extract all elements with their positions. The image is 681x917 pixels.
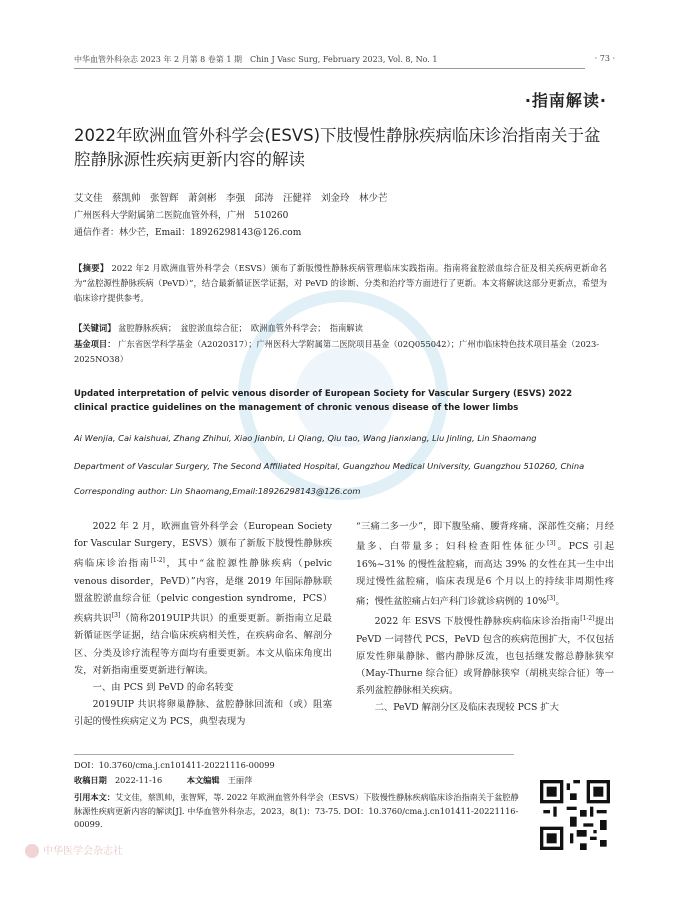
- keywords: [74, 322, 607, 334]
- english-title: Updated interpretation of pelvic venous disorder of European Society for Vascular Surgery (ESVS) 2022 clinical practice guidelines on the management of chronic venous disease of the lower limbs: [74, 389, 573, 413]
- english-corresponding: Corresponding author: Lin Shaomang,Email:18926298143@126.com: [74, 486, 361, 496]
- body-paragraph: 2022 年 ESVS 下肢慢性静脉疾病临床诊治指南[1-2]提出 PeVD 一词替代 PCS，PeVD 包含的疾病范围扩大，不仅包括原发性卵巢静脉、髂内静脉反流，也包括继发髂总静脉狭窄（May-Thurne 综合征）或肾静脉狭窄（胡桃夹综合征）等一系列盆腔静脉相关疾病。: [356, 615, 614, 697]
- body-paragraph: 2019UIP 共识将卵巢静脉、盆腔静脉回流和（或）阻塞引起的慢性疾病定义为 PCS，典型表现为: [74, 699, 332, 728]
- correspondence: 通信作者：林少芒，Email：18926298143@126.com: [74, 228, 302, 238]
- section-label: ·指南解读·: [524, 91, 607, 110]
- funding-text: 广东省医学科学基金（A2020317）；广州医科大学附属第二医院项目基金（02Q055042）；广州市临床特色技术项目基金（2023-2025NO38）: [74, 339, 600, 364]
- body-column-right: [356, 518, 614, 717]
- article-title: 2022年欧洲血管外科学会(ESVS)下肢慢性静脉疾病临床诊治指南关于盆腔静脉源性疾病更新内容的解读: [74, 126, 601, 169]
- keywords-label: 【关键词】: [74, 323, 116, 333]
- publisher-logo: 中华医学会杂志社: [25, 842, 123, 858]
- abstract-cn: [74, 261, 607, 306]
- funding-label: 基金项目：: [74, 339, 116, 349]
- body-paragraph: 2022 年 2 月，欧洲血管外科学会（European Society for Vascular Surgery，ESVS）颁布了新版下肢慢性静脉疾病临床诊治指南[1-2]，其中“盆腔源性静脉疾病（pelvic venous disorder，PeVD）”内容，是继 2019 年国际静脉联盟盆腔淤血综合征（pelvic congestion syndrome，PCS）疾病共识[3]（简称2019UIP共识）的重要更新。新指南立足最新循证医学证据，结合临床疾病相关性，在疾病命名、解剖分区、分类及诊疗流程等方面均有重要更新。本文从临床角度出发，对新指南重要更新进行解读。: [74, 521, 332, 676]
- publisher-seal-icon: [25, 844, 39, 858]
- affiliation: 广州医科大学附属第二医院血管外科，广州 510260: [74, 211, 289, 221]
- body-paragraph: “三痛二多一少”，即下腹坠痛、腰背疼痛、深部性交痛；月经量多、白带量多；妇科检查阳性体征少[3]。PCS 引起 16%~31% 的慢性盆腔痛，而高达 39% 的女性在其一生中出现过慢性盆腔痛，临床表现是6 个月以上的持续非周期性疼痛；慢性盆腔痛占妇产科门诊就诊病例的 10%[3]。: [356, 521, 614, 607]
- section-heading: 二、PeVD 解剖分区及临床表现较 PCS 扩大: [374, 702, 559, 714]
- journal-citation: 中华血管外科杂志 2023 年 2 月第 8 卷第 1 期 Chin J Vasc Surg, February 2023, Vol. 8, No. 1: [74, 55, 438, 64]
- english-department: Department of Vascular Surgery, The Second Affiliated Hospital, Guangzhou Medical University, Guangzhou 510260, China: [74, 461, 585, 471]
- abstract-text: 2022 年2 月欧洲血管外科学会（ESVS）颁布了新版慢性静脉疾病管理临床实践指南。指南将盆腔淤血综合征及相关疾病更新命名为“盆腔源性静脉疾病（PeVD）”，结合最新循证医学证据，对 PeVD 的诊断、分类和治疗等方面进行了更新。本文将解读这部分更新点，希望为临床诊疗提供参考。: [74, 263, 607, 303]
- qr-code: [540, 780, 610, 850]
- body-column-left: [74, 518, 332, 731]
- funding: [74, 337, 607, 367]
- running-header: [74, 54, 615, 69]
- english-authors: Ai Wenjia, Cai kaishuai, Zhang Zhihui, Xiao Jianbin, Li Qiang, Qiu tao, Wang Jianxiang, Liu Jinling, Lin Shaomang: [74, 433, 537, 443]
- page-number: · 73 ·: [594, 54, 615, 63]
- doi: DOI：10.3760/cma.j.cn101411-20221116-00099: [74, 760, 275, 770]
- abstract-label: 【摘要】: [74, 263, 109, 273]
- citation: 引用本文：艾文佳，蔡凯帅，张智辉，等. 2022 年欧洲血管外科学会（ESVS）下肢慢性静脉疾病临床诊治指南关于盆腔静脉源性疾病更新内容的解读[J]. 中华血管外科杂志，2023，8(1)：73-75. DOI：10.3760/cma.j.cn101411-20221116-00099.: [74, 792, 519, 829]
- author-list: 艾文佳 蔡凯帅 张智辉 萧剑彬 李强 邱涛 汪健祥 刘金玲 林少芒: [74, 193, 388, 204]
- section-heading: 一、由 PCS 到 PeVD 的命名转变: [92, 682, 234, 694]
- footer-rule: [74, 754, 514, 755]
- received-editor: 收稿日期 2022-11-16 本文编辑 王丽萍: [74, 775, 253, 785]
- keywords-text: 盆腔静脉疾病； 盆腔淤血综合征； 欧洲血管外科学会； 指南解读: [118, 323, 363, 333]
